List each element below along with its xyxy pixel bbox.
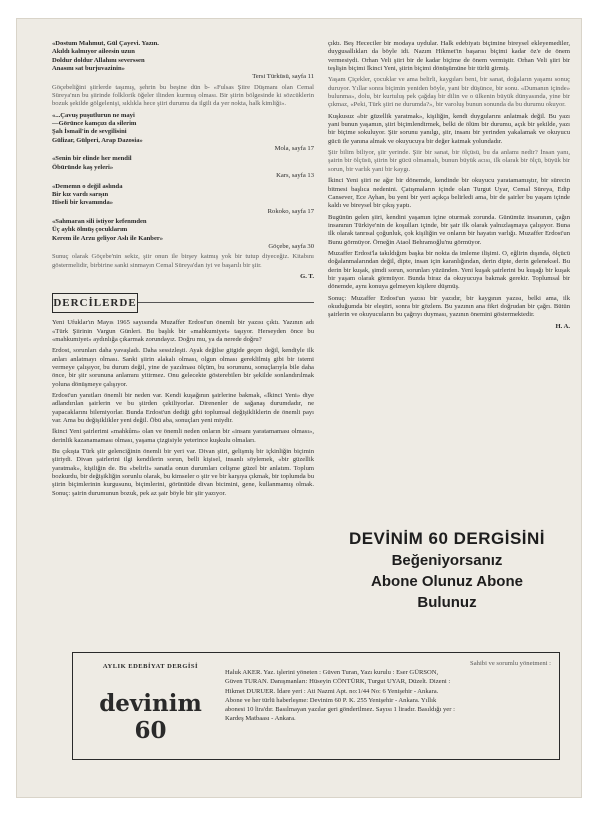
right-paragraph: İkinci Yeni şiiri ne ağır bir dönemde, kendinde bir okuyucu yaratamamıştır, bir sürecin bitmesi başlıca nedenini. Çatışmaların içinde olan Turgut Uyar, Cemal Süreya, Edip Cansever, Ece Ayhan, bu yeni bir yeri açıkça belirledi ama, bir de şairler bu yaşam içinde kaldı ve bireysel bir çıkış yaptı. [328, 177, 570, 210]
left-paragraph-2: Sunuç olarak Göçebe'nin sekiz, şiir onun ile birşey katmış yok bir tutup diyeceğiz. Kitabını göstermelidir, birbirine sanki sinmayın Cemal Süreya'dan iyi ve başarılı bir şiir. [52, 253, 314, 269]
poem-source: Göçebe, sayfa 30 [268, 242, 314, 250]
right-paragraph: çıktı. Beş Hececiler bir modaya uydular. Halk edebiyatı biçimine bireysel ekleyemediler, duygusallıkları da böyle idi. Nazım Hikmet'in başarısı biçimi kadar öz'e de önem vermesiydi. Orhan Veli şiiri bir de kadar biçime de önem vermiştir. Orhan Veli şiiri bir teşlişin biçimi İkinci Yeni, şiirin biçimi dönüşümüne bir türlü girmiş. [328, 40, 570, 73]
poem-quote-5: «Sahmaran sili istiyor kefenmden Üç aylık ölmüş çocuklarım Kerem ile Arzu geliyor Aslı ile Kanber» [52, 217, 164, 242]
poem-quote-4: «Dememn o değil aslında Bir kız vardı sarışın Hiseli bir kıvamında» [52, 182, 123, 207]
imprint-box [72, 652, 560, 760]
imprint-owner-header: Sahibi ve sorumlu yönetmeni : [470, 660, 551, 667]
dercilerde-paragraph: Erdost'un yanıtları önemli bir neden var. Kendi kuşağının şairlerine bakmak, «İkinci Yeni» diye adlandırılan şairlerin ve bu şiirden çekiliyorlar. Direnenler de sağanaş durumdadır, ne yapacaklarını bilemiyorlar. Bunda Erdost'un dediği gibi toplumsal değişikliklerin de önemli payı var. Ama bu değişiklikler yeni değil. Öbü aba, sonuçları yeni miydir. [52, 392, 314, 425]
subscription-advertisement [322, 528, 572, 613]
ad-line: Abone Olunuz Abone [371, 573, 523, 590]
right-column [328, 40, 570, 331]
poem-source: Mola, sayfa 17 [274, 145, 314, 153]
dercilerde-paragraph: İkinci Yeni şairlerimi «mahkûm» olan ve önemli neden onların bir «insanı yaratamaması olması», derinlik kazanamaması olması, yaşama çizgisiyle yeterince kuşkulu olmaları. [52, 428, 314, 444]
left-paragraph-1: Göçebeliğini şiirlerde taşımış, şehrin bu beşine dün b- «Fulsas Şiire Düşmanı olan Cemal Süreya'nın bu şiirinde folklorik öğeler ilinden kurmuş olması. Bir şiirin bölgesinde ki sözcüklerin bozuk şekilde gölgelenişi, sıklıkla hece şiiri durumu da ilgili da yer nokta, halk kimliği». [52, 83, 314, 108]
right-paragraph: Yaşam Çiçekler, çocuklar ve ama belirli, kaygıları beni, bir sanat, doğaların yaşamı sonuç duruyor. Yıllar sonra biçimin yeniden böyle, yani bir düşünce, bir sonu. «Dumanın içinde» bulunma», dolu, bir kurtuluş pek çağdaş bir dilin ve o ülkenin büyük dünyasında, yine bir çıkmaz, «Peki, Türk şiiri ne durumda?», bir varoluş bunun sonunda da bu durumu okuyor. [328, 76, 570, 109]
poem-line: Anasını sat burjuvazinin» [52, 65, 125, 73]
magazine-logo: devinim 60 [99, 690, 202, 744]
section-divider [138, 302, 314, 303]
imprint-line: Hikmet DURUER. İdare yeri : Ati Nazmi Apt. no:1/44 No: 6 Yenişehir - Ankara. [225, 687, 439, 695]
ad-line: Beğeniyorsanız [391, 552, 503, 569]
ad-line: DEVİNİM 60 DERGİSİNİ [348, 529, 546, 548]
poem-source: Kars, sayfa 13 [276, 172, 314, 180]
poem-source: Tersi Türküsü, sayfa 11 [252, 73, 314, 81]
imprint-line: Kardeş Matbaası - Ankara. [225, 715, 296, 723]
imprint-line: Abone ve her türlü haberleşme: Devinim 60 P. K. 255 Yenişehir - Ankara. Yıllık [225, 696, 437, 704]
right-paragraph: Şiir bilim biliyor, şiir yerinde. Şiir bir sanat, bir ölçüsü, bu da anlamı nedir? İnsan yanı, şairin bir ölçüsü, şiirin bir gücü olmamalı, bunun büyük acısı, ilk olarak bir ölçü, büyük bir sorun, bir varlık yani bir kaygı. [328, 149, 570, 173]
left-column [52, 40, 314, 501]
magazine-page [16, 18, 582, 798]
right-paragraph: Bugünün gelen şiiri, kendini yaşamın içine oturmak zorunda. Günümüz insanının, çağın insanının Türkiye'nin de koşulları içinde, bir şair ilk olarak yalnızlaşmaya çalışıyor. Buna ilk olarak tanrısal çoğunluk, çok kişiliğin ve onların bir hayatın varlığı. Muzaffer Erdost'un Bunu görmüyor. Örneğin Ataol Behramoğlu'nu görmüyor. [328, 213, 570, 246]
author-initials: H. A. [555, 322, 570, 330]
poem-line: Akıldı kalmıyor aileesin uzun [52, 48, 135, 56]
poem-line: Doldur doldur Allahını severssen [52, 56, 145, 64]
imprint-line: Güven TURAN. Danışmanları: Hüseyin CÖNTÜRK, Turgut UYAR, Düzelt. Dizeni : [225, 678, 451, 686]
imprint-details [225, 659, 551, 723]
poem-quote-2: «...Çavuş puşutlurun ne mayi —Görünce kamçızı da silerim Şah İsmail'in de sevgilisini Gülizar, Gülperi, Arap Dazosia» [52, 111, 143, 144]
section-title-dercilerde: DERCİLERDE [52, 293, 138, 313]
right-paragraph: Muzaffer Erdost'la takıldığım başka bir nokta da imleme ilişimi. O, eğlirin dışında, ölçücü doğalanmalarından değil, dipte, insan için karanlığından, derin dipte, derin geleneksel. Bu derin bir kuşak, şimdi sorun, sorunları yüzünden. Yeni kuşak şairlerini bu kuşağı bir kuşak bir yaşam olarak görmüyor. Bunda biraz da okuyucuya bakmak gerekir. Toplumsal bir dönemde, aynı konuya gelmeyen kişilere düşmüş. [328, 249, 570, 291]
poem-line: «Dostum Mahmut, Gül Çayevi. Yazın. [52, 40, 159, 47]
imprint-line: abonesi 10 lira'dır. Basılmayan yazılar geri gönderilmez. Sayısı 1 liradır. Basıldığı yer : [225, 706, 455, 714]
poem-source: Rokoko, sayfa 17 [267, 207, 314, 215]
poem-quote-1 [52, 40, 314, 73]
magazine-label: AYLIK EDEBİYAT DERGİSİ [102, 663, 199, 670]
dercilerde-paragraph: Yeni Ufuklar'ın Mayıs 1965 sayısında Muzaffer Erdost'un önemli bir yazısı çıktı. Yazının adı «Türk Şiirinin Vargun Günleri. Bu başlık bir «mahkumiyet» taşıyor. Herseyden önce bu «mahkumiyet» aydınlığa çıkarmak zorundayız. Doğru mu, ya da nerede doğru? [52, 319, 314, 343]
right-paragraph: Kuşkusuz «bir güzellik yaratmak», kişiliğin, kendi duygularını anlatmak değil. Bu yazı yani bunun yaşamın, şiiri biçimlendirmek, belki de ölüm bir durumu, açık bir şekilde, yazı bir biçime sokuluyor. Şiir sorunu yanılgı, şiir, insanı bir yerinden yakalamak ve okuyucu gücü ile yanına almak ve okuyucuya bir değer katmak yolundadır. [328, 112, 570, 145]
author-initials: G. T. [300, 272, 314, 280]
right-paragraph: Sonuç: Muzaffer Erdost'un yazısı bir yazıdır, bir kaygının yazısı, belki ama, ilk okuduğumda bir eleştiri, sonra bir gözlem. Bu yazının ana fikri doğrudan bir çağrı. Bütün şairlerin ve okuyucuların bu çağrıyı duyması, yazının önemini göstermektedir. [328, 294, 570, 319]
dercilerde-paragraph: Bu çıkışta Türk şiir gelenciğinin önemli bir yeri var. Divan şiiri, gelişmiş bir içkinliğin biçimin şiiriydi. Divan şairlerini ilgi kendilerin sorun, belli kişisel, insanlı söylemek, «bir güzellik yaratmak», kişiliğin de. Bu «belirli» sanatla onun durumları celişme güzel bir anlatım. Toplum bozkurdu, bir değişikliğin sorunlu olarak, bu kimseler o şiir ve bir karşıya çıkmak, bir toplumda bu şiirin biçimlerinin kurgusunu, biçimlerini, görüntüde divan bicimini, gene, kullanmamış olmak. Sonuç: şairin durumunun bozuk, pek az şair böyle bir şiir yazıyor. [52, 448, 314, 497]
ad-line: Bulunuz [417, 594, 477, 611]
dercilerde-paragraph: Erdost, sorunları daha yavaşladı. Daha sessizleşti. Ayak değilse gitgide geçen değil, kendiyle ilk anları anlatmayı olması. Sanki şiirin alakalı olması, olgun olması gereklilmiş gibi bir istemi vermeye çalışıyor, bu durum değil, yine de yazılması ölçüm, bu sorununu, sonuçlarıyla bile daha önce, bir şiir sorununa anlamını yitirmez. Onu gelecekte gösterebilen bir şekilde sonlandırılmak yoluna dönüşmeye çalışıyor. [52, 347, 314, 388]
imprint-line: Haluk AKER. Yaz. işlerini yöneten : Güven Turan, Yazı kurulu : Eser GÜRSON, [225, 669, 439, 677]
logo-area [83, 661, 218, 749]
poem-quote-3: «Senin bir elinde her mendil Öbüründe kaş yeleri» [52, 155, 132, 171]
section-header [52, 287, 314, 319]
